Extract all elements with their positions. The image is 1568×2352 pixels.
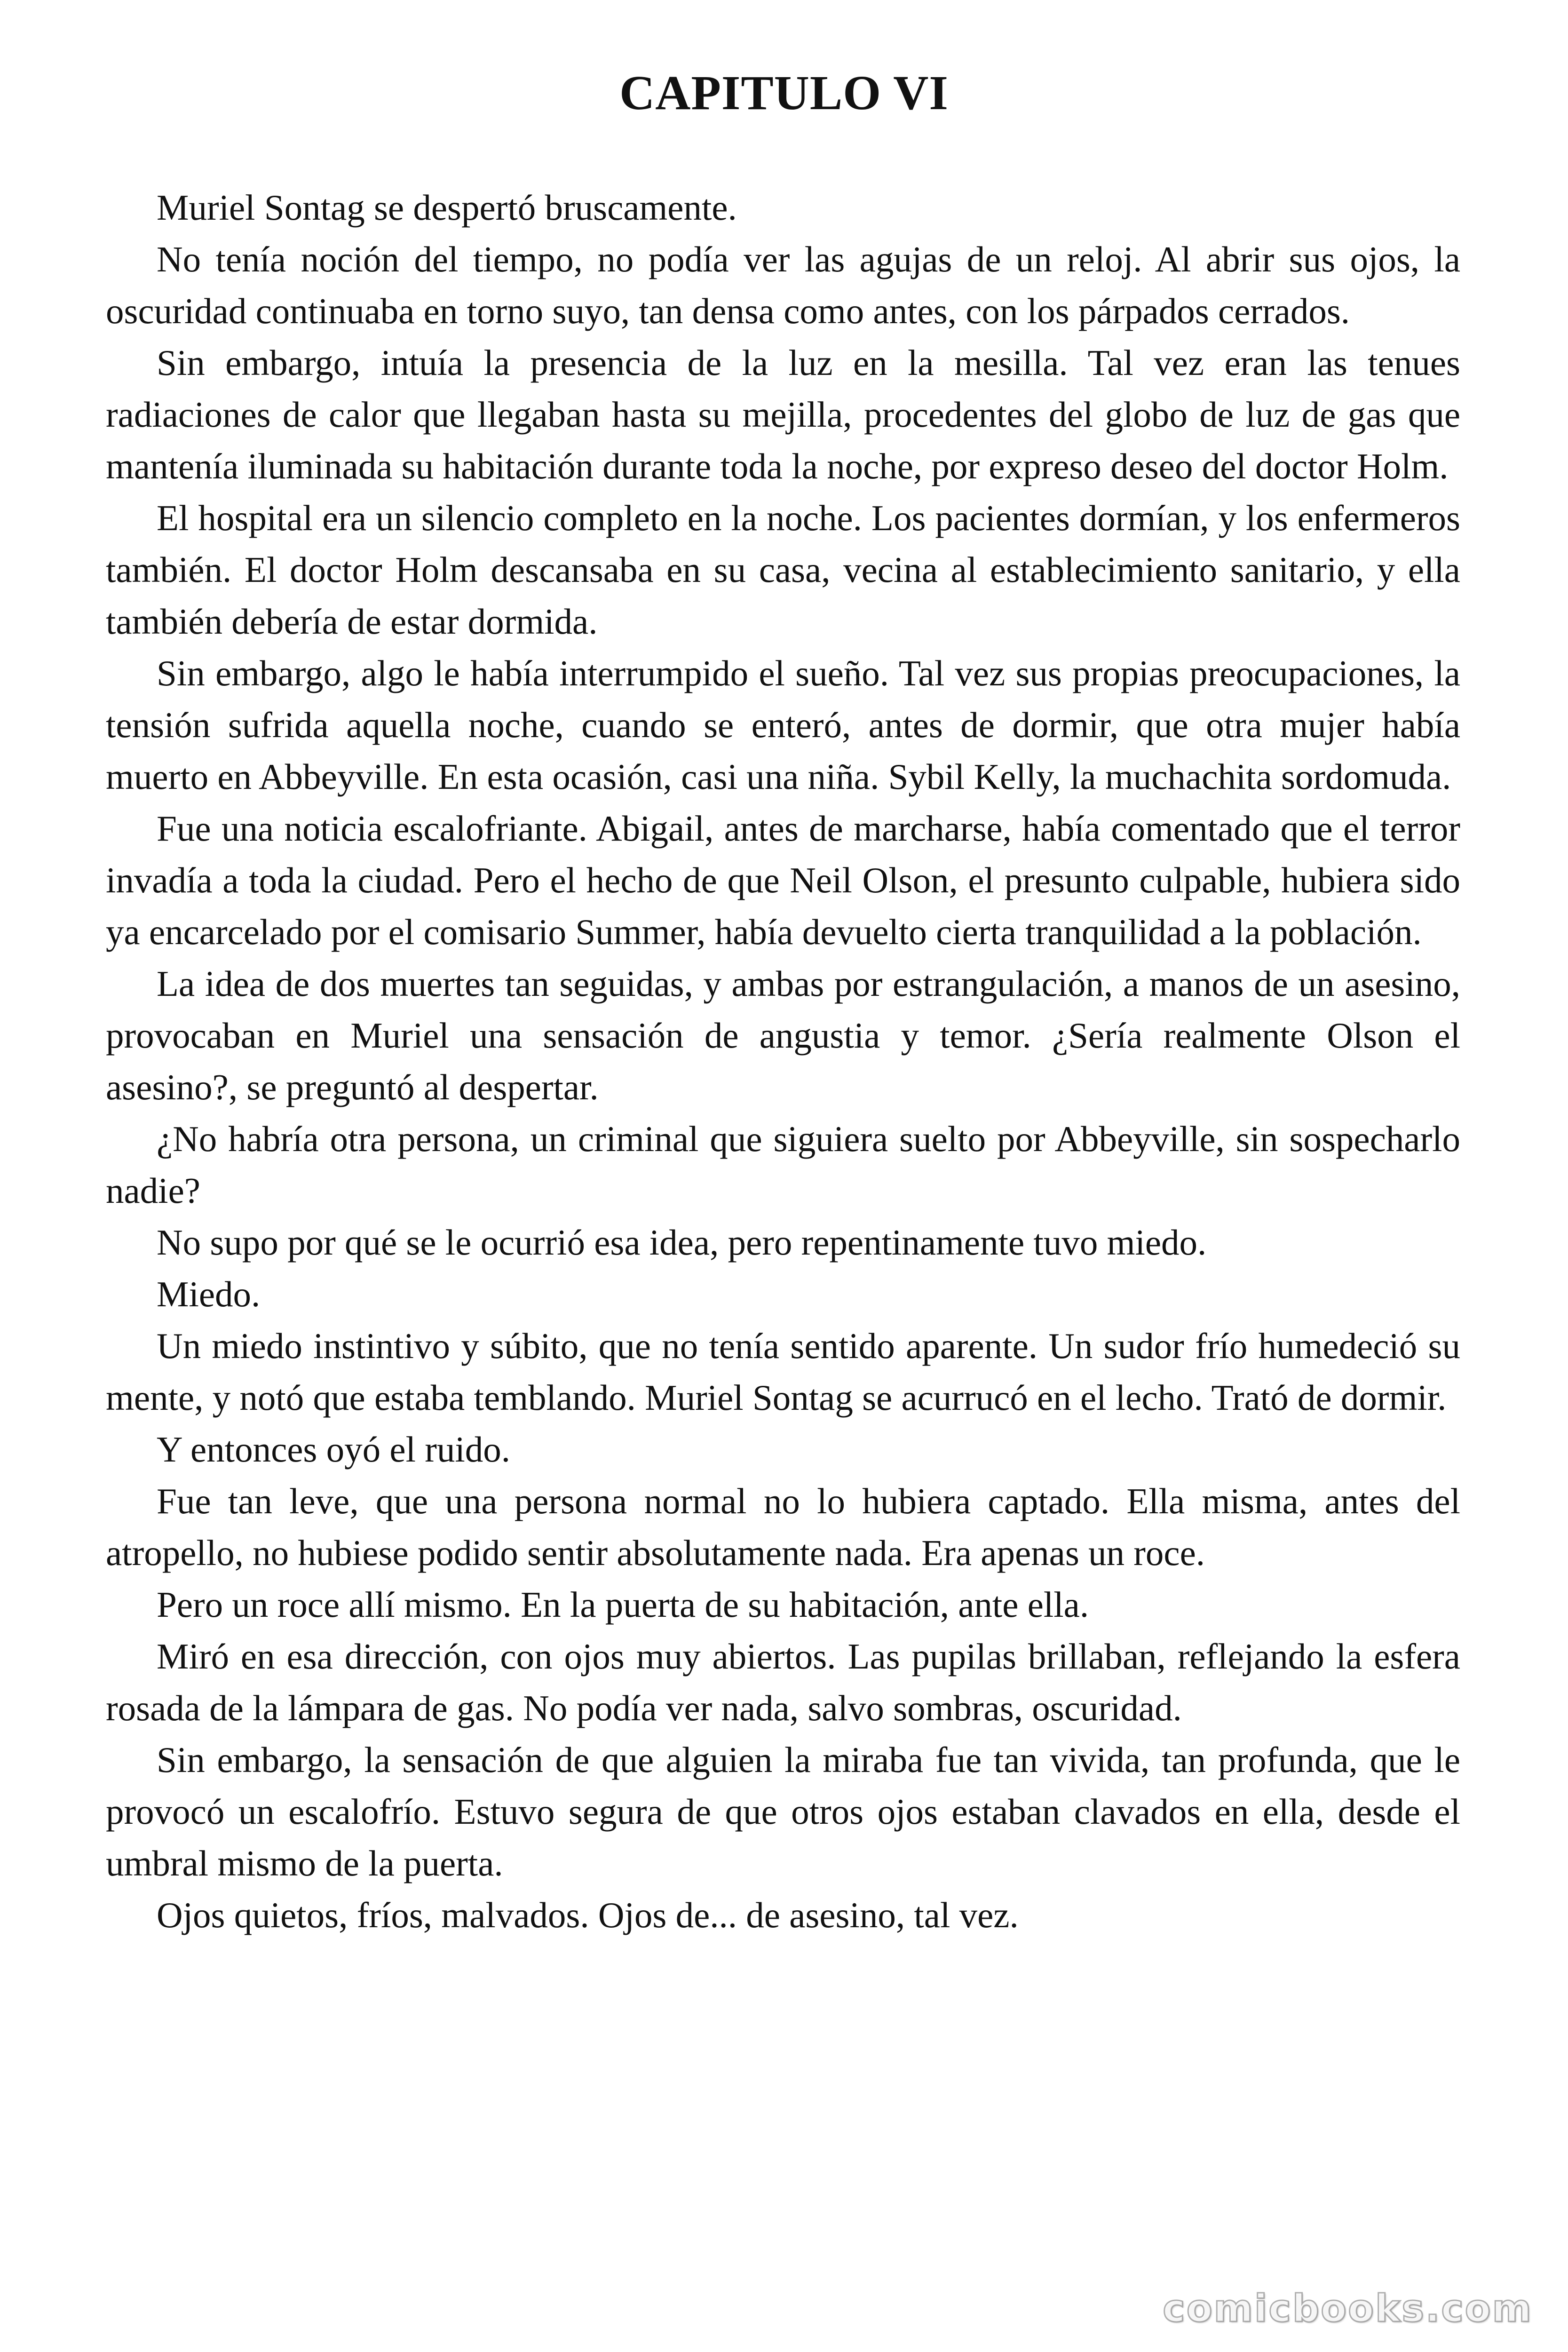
paragraph: Sin embargo, intuía la presencia de la luz en la mesilla. Tal vez eran las tenues radiaciones de calor que llegaban hasta su mejilla, procedentes del globo de luz de gas que mantenía iluminada su habitación durante toda la noche, por expreso deseo del doctor Holm. [106, 342, 1460, 486]
site-watermark: comicbooks.com [1163, 2287, 1533, 2330]
paragraph: Fue una noticia escalofriante. Abigail, antes de marcharse, había comentado que el terror invadía a toda la ciudad. Pero el hecho de que Neil Olson, el presunto culpable, hubiera sido ya encarcelado por el comisario Summer, había devuelto cierta tranquilidad a la población. [106, 808, 1460, 952]
paragraph: Miró en esa dirección, con ojos muy abiertos. Las pupilas brillaban, reflejando la esfera rosada de la lámpara de gas. No podía ver nada, salvo sombras, oscuridad. [106, 1636, 1460, 1728]
paragraph: El hospital era un silencio completo en la noche. Los pacientes dormían, y los enfermeros también. El doctor Holm descansaba en su casa, vecina al establecimiento sanitario, y ella también debería de estar dormida. [106, 498, 1460, 642]
paragraph: ¿No habría otra persona, un criminal que siguiera suelto por Abbeyville, sin sospecharlo nadie? [106, 1119, 1460, 1211]
paragraph: Pero un roce allí mismo. En la puerta de su habitación, ante ella. [157, 1584, 1089, 1625]
paragraph: Muriel Sontag se despertó bruscamente. [157, 187, 737, 228]
paragraph: No tenía noción del tiempo, no podía ver las agujas de un reloj. Al abrir sus ojos, la oscuridad continuaba en torno suyo, tan densa como antes, con los párpados cerrados. [106, 239, 1460, 331]
chapter-body [106, 182, 1460, 1941]
paragraph: Miedo. [157, 1274, 261, 1314]
paragraph: Y entonces oyó el ruido. [157, 1429, 510, 1470]
paragraph: Sin embargo, la sensación de que alguien la miraba fue tan vivida, tan profunda, que le provocó un escalofrío. Estuvo segura de que otros ojos estaban clavados en ella, desde el umbral mismo de la puerta. [106, 1740, 1460, 1883]
paragraph: La idea de dos muertes tan seguidas, y ambas por estrangulación, a manos de un asesino, provocaban en Muriel una sensación de angustia y temor. ¿Sería realmente Olson el asesino?, se preguntó al despertar. [106, 963, 1460, 1107]
paragraph: Sin embargo, algo le había interrumpido el sueño. Tal vez sus propias preocupaciones, la tensión sufrida aquella noche, cuando se enteró, antes de dormir, que otra mujer había muerto en Abbeyville. En esta ocasión, casi una niña. Sybil Kelly, la muchachita sordomuda. [106, 653, 1460, 797]
chapter-title: CAPITULO VI [619, 66, 949, 120]
paragraph: Ojos quietos, fríos, malvados. Ojos de... de asesino, tal vez. [157, 1895, 1019, 1935]
paragraph: Un miedo instintivo y súbito, que no tenía sentido aparente. Un sudor frío humedeció su mente, y notó que estaba temblando. Muriel Sontag se acurrucó en el lecho. Trató de dormir. [106, 1326, 1460, 1418]
paragraph: No supo por qué se le ocurrió esa idea, pero repentinamente tuvo miedo. [157, 1222, 1207, 1263]
paragraph: Fue tan leve, que una persona normal no lo hubiera captado. Ella misma, antes del atropello, no hubiese podido sentir absolutamente nada. Era apenas un roce. [106, 1481, 1460, 1573]
